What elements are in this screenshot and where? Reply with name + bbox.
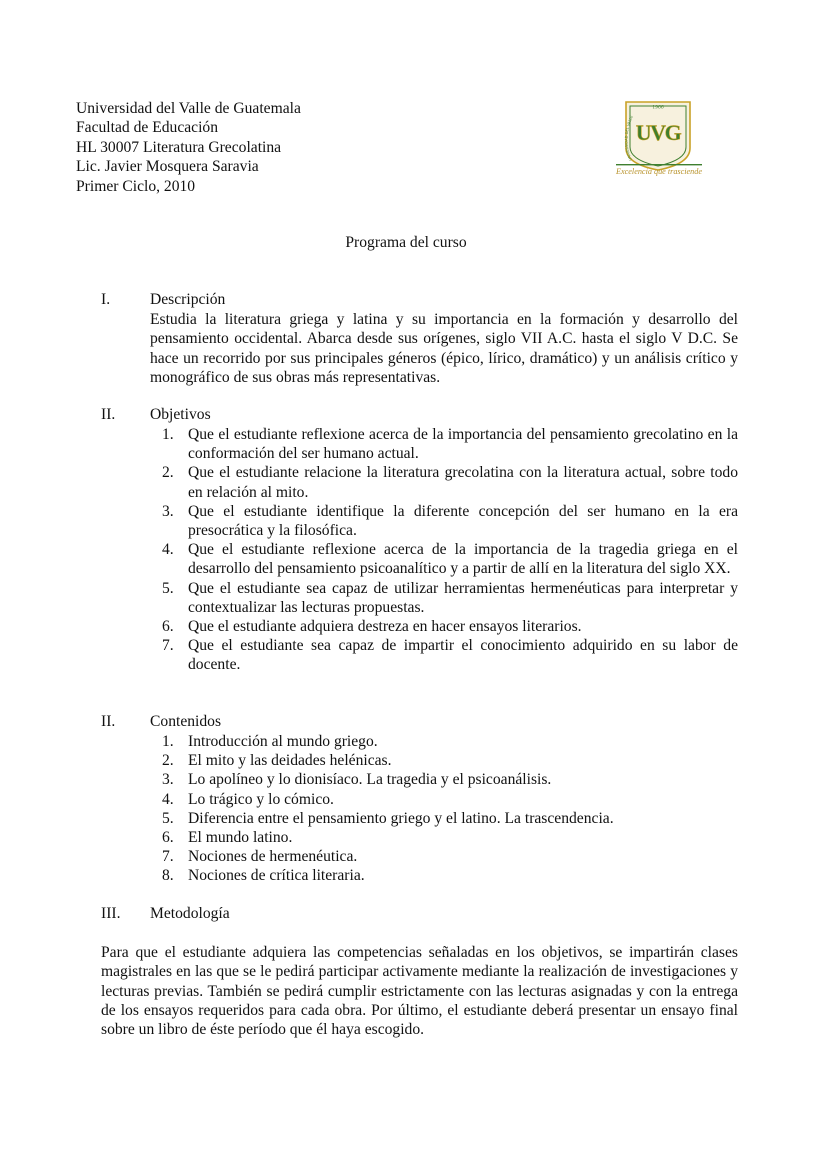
list-item: 1. Que el estudiante reflexione acerca de la importancia del pensamiento grecolatino en la conformación del ser humano actual.: [162, 426, 738, 463]
header-course: HL 30007 Literatura Grecolatina: [76, 138, 282, 156]
logo-underline: [616, 164, 702, 165]
list-item: 6. El mundo latino.: [162, 829, 293, 847]
objetivos-list: [162, 425, 738, 675]
list-item: 2. El mito y las deidades helénicas.: [162, 752, 392, 770]
logo-monogram: UVG: [635, 120, 681, 145]
descripcion-text: Estudia la literatura griega y latina y su importancia en la formación y desarrollo del pensamiento occidental. Abarca desde sus orígenes, siglo VII A.C. hasta el siglo V D.C. Se hace un recorrido por sus principales géneros (épico, lírico, dramático) y un análisis crítico y monográfico de sus obras más representativas.: [150, 311, 738, 386]
list-item: 4. Que el estudiante reflexione acerca de la importancia de la tragedia griega en el desarrollo del pensamiento psicoanalítico y a partir de allí en la literatura del siglo XX.: [162, 541, 738, 578]
section-heading: Metodología: [150, 905, 230, 922]
list-item: 7. Que el estudiante sea capaz de impartir el conocimiento adquirido en su labor de docente.: [162, 637, 738, 674]
header-university: Universidad del Valle de Guatemala: [76, 100, 301, 117]
document-header: [76, 99, 301, 196]
contenidos-list: [162, 732, 738, 886]
list-item: 6. Que el estudiante adquiera destreza en hacer ensayos literarios.: [162, 618, 582, 636]
metodologia-text: Para que el estudiante adquiera las competencias señaladas en los objetivos, se impartirán clases magistrales en las que se le pedirá participar activamente mediante la realización de investigaciones y lecturas previas. También se pedirá cumplir estrictamente con las lecturas asignadas y con la entrega de los ensayos requeridos para cada obra. Por último, el estudiante deberá presentar un ensayo final sobre un libro de éste período que él haya escogido.: [101, 944, 738, 1039]
list-item: 7. Nociones de hermenéutica.: [162, 848, 358, 866]
list-item: 8. Nociones de crítica literaria.: [162, 867, 365, 885]
uvg-logo: [612, 98, 704, 180]
section-number: III.: [101, 905, 121, 922]
list-item: 1. Introducción al mundo griego.: [162, 733, 378, 750]
logo-year: 1966: [652, 105, 664, 111]
header-instructor: Lic. Javier Mosquera Saravia: [76, 158, 259, 176]
section-number: II.: [101, 406, 116, 423]
section-number: I.: [101, 291, 111, 308]
list-item: 3. Que el estudiante identifique la diferente concepción del ser humano en la era presocrática y la filosófica.: [162, 502, 738, 540]
section-heading: Contenidos: [150, 713, 222, 730]
page-title: Programa del curso: [345, 234, 467, 251]
list-item: 5. Que el estudiante sea capaz de utilizar herramientas hermenéuticas para interpretar y contextualizar las lecturas propuestas.: [162, 579, 738, 616]
list-item: 3. Lo apolíneo y lo dionisíaco. La tragedia y el psicoanálisis.: [162, 771, 552, 789]
logo-slogan: Excelencia que trasciende: [616, 167, 702, 176]
list-item: 2. Que el estudiante relacione la literatura grecolatina con la literatura actual, sobre todo en relación al mito.: [162, 464, 738, 501]
logo-arc-text: UNIVERSIDAD DEL VALLE: [624, 114, 634, 162]
list-item: 5. Diferencia entre el pensamiento griego y el latino. La trascendencia.: [162, 809, 614, 827]
section-heading: Objetivos: [150, 406, 211, 423]
section-number: II.: [101, 713, 116, 730]
section-heading: Descripción: [150, 291, 226, 308]
header-term: Primer Ciclo, 2010: [76, 177, 196, 195]
list-item: 4. Lo trágico y lo cómico.: [162, 790, 334, 808]
header-faculty: Facultad de Educación: [76, 119, 219, 137]
